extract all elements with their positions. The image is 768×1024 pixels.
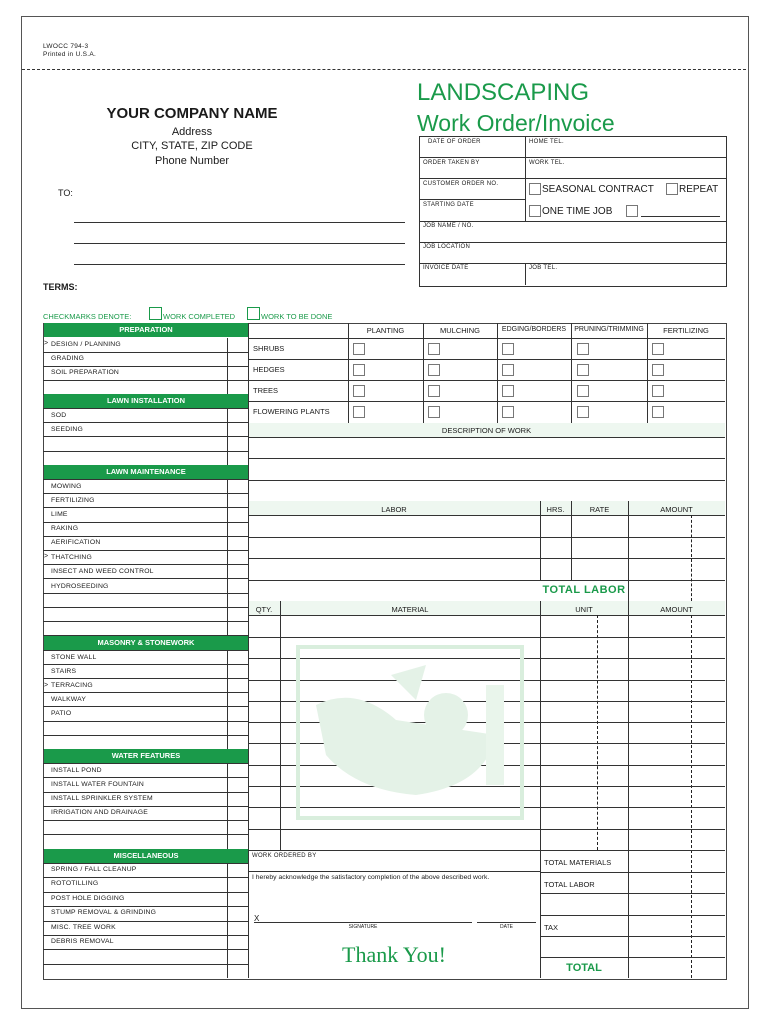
work-completed-label: WORK COMPLETED <box>163 312 236 321</box>
invoice-date-field[interactable]: INVOICE DATE <box>423 265 469 271</box>
company-name: YOUR COMPANY NAME <box>106 105 278 122</box>
row-hedges: HEDGES <box>253 365 285 374</box>
work-ordered-by-field[interactable]: WORK ORDERED BY <box>252 853 317 859</box>
left-row-line <box>43 935 248 936</box>
left-row-line <box>43 522 248 523</box>
item-install-sprinkler: INSTALL SPRINKLER SYSTEM <box>51 795 153 802</box>
left-row-line <box>43 593 248 594</box>
row-shrubs: SHRUBS <box>253 344 285 353</box>
company-address: Address <box>171 126 213 138</box>
left-row-line <box>43 550 248 551</box>
left-row-line <box>43 877 248 878</box>
left-row-line <box>43 507 248 508</box>
labor-header: LABOR <box>381 505 407 514</box>
left-row-line <box>43 650 248 651</box>
labor-line-2[interactable] <box>248 558 725 559</box>
x-mark: X <box>254 914 260 923</box>
title-landscaping: LANDSCAPING <box>417 79 590 106</box>
left-row-line <box>43 735 248 736</box>
checkmarks-denote: CHECKMARKS DENOTE: <box>43 312 132 321</box>
plant-checkbox[interactable] <box>428 343 440 355</box>
plant-checkbox[interactable] <box>502 406 514 418</box>
material-amount-header: AMOUNT <box>660 605 693 614</box>
section-masonry: MASONRY & STONEWORK <box>44 636 248 650</box>
section-water-features: WATER FEATURES <box>44 749 248 763</box>
left-row-line <box>43 408 248 409</box>
col-edging: EDGING/BORDERS <box>501 326 567 333</box>
title-work-order: Work Order/Invoice <box>417 110 615 136</box>
left-row-line <box>43 792 248 793</box>
to-label: TO: <box>58 188 73 198</box>
plant-checkbox[interactable] <box>652 406 664 418</box>
work-tel-field[interactable]: WORK TEL. <box>529 160 565 166</box>
item-thatching: THATCHING <box>51 554 92 561</box>
qty-header: QTY. <box>255 605 273 614</box>
item-raking: RAKING <box>51 525 79 532</box>
marker-terracing: > <box>44 682 49 689</box>
section-miscellaneous: MISCELLANEOUS <box>44 849 248 863</box>
work-to-be-done-legend-box <box>247 307 260 320</box>
item-patio: PATIO <box>51 710 72 717</box>
col-mulching: MULCHING <box>439 326 480 335</box>
row-flowering-plants: FLOWERING PLANTS <box>253 407 330 416</box>
left-row-line <box>43 964 248 965</box>
tax-label: TAX <box>544 923 559 932</box>
left-row-line <box>43 607 248 608</box>
left-row-line <box>43 536 248 537</box>
material-row-line[interactable] <box>248 637 725 638</box>
plant-checkbox[interactable] <box>502 385 514 397</box>
plant-checkbox[interactable] <box>577 364 589 376</box>
to-line-3[interactable] <box>74 264 405 265</box>
left-row-line <box>43 380 248 381</box>
section-lawn-maintenance: LAWN MAINTENANCE <box>44 465 248 479</box>
work-to-be-done-label: WORK TO BE DONE <box>261 312 333 321</box>
plant-checkbox[interactable] <box>502 343 514 355</box>
order-taken-by-field[interactable]: ORDER TAKEN BY <box>423 160 480 166</box>
left-row-line <box>43 621 248 622</box>
work-completed-legend-box <box>149 307 162 320</box>
item-spring-fall-cleanup: SPRING / FALL CLEANUP <box>51 866 137 873</box>
item-misc-tree-work: MISC. TREE WORK <box>51 924 116 931</box>
date-line[interactable] <box>477 922 536 923</box>
description-of-work-header: DESCRIPTION OF WORK <box>441 426 532 435</box>
item-walkway: WALKWAY <box>51 696 87 703</box>
plant-checkbox[interactable] <box>577 343 589 355</box>
labor-amount-header: AMOUNT <box>660 505 693 514</box>
item-fertilizing: FERTILIZING <box>51 497 95 504</box>
repeat-checkbox[interactable] <box>666 183 678 195</box>
section-lawn-installation: LAWN INSTALLATION <box>44 394 248 408</box>
material-header: MATERIAL <box>391 605 429 614</box>
plant-checkbox[interactable] <box>577 385 589 397</box>
plant-checkbox[interactable] <box>428 406 440 418</box>
date-caption: DATE <box>500 924 513 930</box>
one-time-job-checkbox[interactable] <box>529 205 541 217</box>
left-row-line <box>43 366 248 367</box>
material-row-line[interactable] <box>248 829 725 830</box>
plant-checkbox[interactable] <box>428 364 440 376</box>
left-row-line <box>43 664 248 665</box>
item-seeding: SEEDING <box>51 426 83 433</box>
item-lime: LIME <box>51 511 68 518</box>
company-phone: Phone Number <box>155 155 229 167</box>
left-row-line <box>43 763 248 764</box>
description-line-2[interactable] <box>248 480 725 481</box>
left-row-line <box>43 678 248 679</box>
item-install-pond: INSTALL POND <box>51 767 102 774</box>
plant-checkbox[interactable] <box>428 385 440 397</box>
seasonal-contract-checkbox[interactable] <box>529 183 541 195</box>
plant-checkbox[interactable] <box>652 385 664 397</box>
left-row-line <box>43 949 248 950</box>
section-preparation: PREPARATION <box>44 323 248 337</box>
plant-checkbox[interactable] <box>353 406 365 418</box>
plant-checkbox[interactable] <box>353 385 365 397</box>
left-row-line <box>43 436 248 437</box>
signature-line[interactable] <box>254 922 472 923</box>
other-checkbox[interactable] <box>626 205 638 217</box>
item-design-planning: DESIGN / PLANNING <box>51 341 121 348</box>
repeat-label: REPEAT <box>679 184 719 195</box>
marker-design: > <box>44 340 49 347</box>
item-mowing: MOWING <box>51 483 82 490</box>
left-row-line <box>43 706 248 707</box>
item-irrigation: IRRIGATION AND DRAINAGE <box>51 809 148 816</box>
col-fertilizing: FERTILIZING <box>663 326 709 335</box>
printed-in: Printed in U.S.A. <box>43 51 97 58</box>
plant-checkbox[interactable] <box>353 364 365 376</box>
seasonal-contract-label: SEASONAL CONTRACT <box>542 184 654 195</box>
item-post-hole-digging: POST HOLE DIGGING <box>51 895 125 902</box>
item-grading: GRADING <box>51 355 85 362</box>
form-code: LWOCC 794-3 <box>43 43 89 50</box>
col-pruning: PRUNING/TRIMMING <box>574 326 644 333</box>
item-sod: SOD <box>51 412 67 419</box>
left-row-line <box>43 721 248 722</box>
left-row-line <box>43 906 248 907</box>
left-row-line <box>43 451 248 452</box>
item-install-fountain: INSTALL WATER FOUNTAIN <box>51 781 145 788</box>
plant-checkbox[interactable] <box>652 343 664 355</box>
labor-line-3[interactable] <box>248 580 725 581</box>
item-rototilling: ROTOTILLING <box>51 880 99 887</box>
signature-caption: SIGNATURE <box>348 924 378 930</box>
left-row-line <box>43 806 248 807</box>
left-row-line <box>43 692 248 693</box>
total-labor-label: TOTAL LABOR <box>542 584 626 596</box>
company-city: CITY, STATE, ZIP CODE <box>131 140 253 152</box>
left-row-line <box>43 892 248 893</box>
marker-thatching: > <box>44 553 49 560</box>
item-insect-weed: INSECT AND WEED CONTROL <box>51 568 154 575</box>
plant-checkbox[interactable] <box>353 343 365 355</box>
col-planting: PLANTING <box>366 326 405 335</box>
plant-checkbox[interactable] <box>652 364 664 376</box>
hrs-header: HRS. <box>546 505 565 514</box>
item-aerification: AERIFICATION <box>51 539 101 546</box>
left-row-line <box>43 422 248 423</box>
terms-label: TERMS: <box>43 282 78 292</box>
item-soil-preparation: SOIL PREPARATION <box>51 369 120 376</box>
left-row-line <box>43 493 248 494</box>
item-debris-removal: DEBRIS REMOVAL <box>51 938 114 945</box>
left-row-line <box>43 921 248 922</box>
unit-header: UNIT <box>575 605 593 614</box>
customer-order-no-field[interactable]: CUSTOMER ORDER NO. <box>423 181 499 187</box>
description-line-1[interactable] <box>248 458 725 459</box>
left-row-line <box>43 834 248 835</box>
job-tel-field[interactable]: JOB TEL. <box>529 265 558 271</box>
left-row-line <box>43 820 248 821</box>
item-terracing: TERRACING <box>51 682 93 689</box>
date-of-order-field[interactable]: DATE OF ORDER <box>428 139 481 145</box>
wheelbarrow-watermark <box>296 645 524 820</box>
left-row-line <box>43 479 248 480</box>
rate-header: RATE <box>589 505 610 514</box>
bottom-total-labor-label: TOTAL LABOR <box>544 880 595 889</box>
left-row-line <box>43 863 248 864</box>
item-stump-removal: STUMP REMOVAL & GRINDING <box>51 909 157 916</box>
thank-you: Thank You! <box>342 942 446 967</box>
plant-checkbox[interactable] <box>577 406 589 418</box>
home-tel-field[interactable]: HOME TEL. <box>529 139 564 145</box>
acknowledge-text: I hereby acknowledge the satisfactory completion of the above described work. <box>252 874 490 881</box>
row-trees: TREES <box>253 386 279 395</box>
other-line[interactable] <box>641 216 720 217</box>
one-time-job-label: ONE TIME JOB <box>542 206 613 217</box>
item-hydroseeding: HYDROSEEDING <box>51 583 109 590</box>
item-stairs: STAIRS <box>51 668 77 675</box>
to-line-1[interactable] <box>74 222 405 223</box>
left-row-line <box>43 777 248 778</box>
perforation-line <box>22 69 746 70</box>
starting-date-field[interactable]: STARTING DATE <box>423 202 474 208</box>
labor-line-1[interactable] <box>248 537 725 538</box>
total-materials-label: TOTAL MATERIALS <box>544 858 612 867</box>
total-label: TOTAL <box>566 962 602 974</box>
plant-checkbox[interactable] <box>502 364 514 376</box>
left-row-line <box>43 352 248 353</box>
job-name-field[interactable]: JOB NAME / NO. <box>423 223 474 229</box>
left-row-line <box>43 578 248 579</box>
job-location-field[interactable]: JOB LOCATION <box>423 244 471 250</box>
to-line-2[interactable] <box>74 243 405 244</box>
left-row-line <box>43 564 248 565</box>
item-stone-wall: STONE WALL <box>51 654 97 661</box>
